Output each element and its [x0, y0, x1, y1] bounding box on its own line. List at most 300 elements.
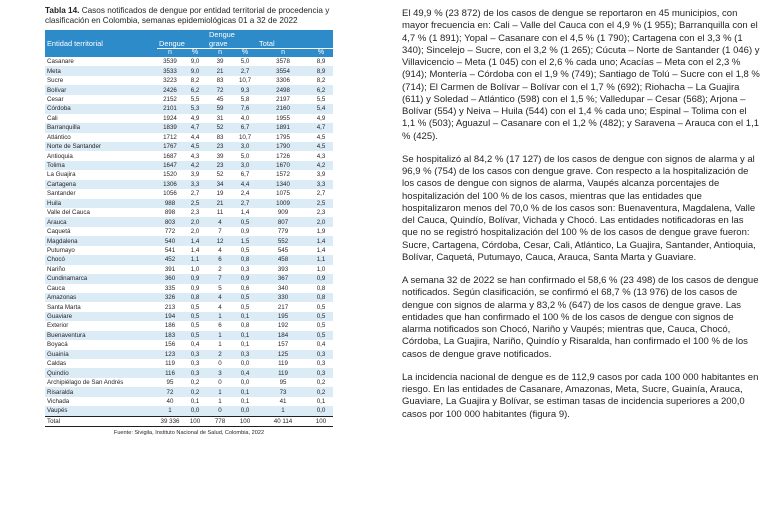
- total-n-cell: 119: [278, 360, 288, 368]
- grave-n-cell: 5: [218, 284, 222, 292]
- total-n-cell: 393: [277, 265, 289, 273]
- entity-name-cell: Vichada: [47, 397, 70, 405]
- dengue-pct-cell: 0,5: [183, 331, 207, 340]
- table-row: [45, 293, 333, 302]
- grave-n-cell: 4: [218, 246, 222, 254]
- grave-n-cell: 1: [207, 331, 233, 340]
- grave-n-cell: 0: [207, 406, 233, 416]
- dengue-pct-cell: 0,9: [183, 274, 207, 283]
- table-row: [45, 274, 333, 283]
- dengue-n-cell: 156: [164, 341, 176, 349]
- entity-name-cell: La Guajira: [47, 171, 76, 179]
- table-row: [45, 104, 333, 113]
- grave-n-cell: 4: [207, 217, 233, 226]
- dengue-n-cell: 1: [157, 406, 183, 416]
- total-pct-cell: 0,1: [316, 397, 326, 405]
- grave-n-cell: 0: [218, 360, 222, 368]
- total-n-cell: 545: [277, 246, 289, 254]
- total-pct-cell: 1,0: [316, 265, 326, 273]
- total-pct-cell: 0,4: [316, 341, 326, 349]
- grave-pct-cell: 6,7: [240, 171, 250, 179]
- grave-pct-cell: 2,4: [240, 190, 250, 198]
- grave-n-cell: 2: [218, 265, 222, 273]
- table-row: [45, 85, 333, 94]
- table-row: [45, 208, 333, 217]
- dengue-n-cell: 186: [164, 322, 176, 330]
- entity-name-cell: Guainía: [45, 350, 157, 359]
- dengue-pct-cell: 0,1: [190, 397, 200, 405]
- dengue-pct-cell: 4,7: [183, 123, 207, 132]
- dengue-pct-cell: 1,1: [183, 255, 207, 264]
- total-n-cell: 1670: [257, 161, 309, 170]
- dengue-pct-cell: 0,3: [190, 360, 200, 368]
- entity-name-cell: Caldas: [47, 360, 67, 368]
- total-pct-cell: 0,3: [309, 350, 333, 359]
- total-n-cell: 217: [277, 303, 289, 311]
- dengue-pct-cell: 0,4: [190, 341, 200, 349]
- total-pct-cell: 4,9: [316, 114, 326, 122]
- total-pct-cell: 2,0: [309, 217, 333, 226]
- dengue-n-cell: 123: [157, 350, 183, 359]
- grave-pct-cell: 0,3: [240, 265, 250, 273]
- total-pct-cell: 8,2: [316, 77, 326, 85]
- entity-name-cell: Amazonas: [45, 293, 157, 302]
- dengue-n-cell: 540: [157, 236, 183, 245]
- grave-n-cell: 21: [207, 199, 233, 208]
- dengue-pct-cell: 5,3: [183, 104, 207, 113]
- grave-n-cell: 23: [207, 142, 233, 151]
- table-row: [45, 170, 333, 179]
- entity-name-cell: Antioquia: [47, 152, 73, 160]
- grave-pct-cell: 100: [233, 416, 257, 426]
- dengue-n-cell: 1767: [157, 142, 183, 151]
- table-row: [45, 123, 333, 132]
- grave-n-cell: 0: [218, 379, 222, 387]
- grave-pct-cell: 5,0: [240, 58, 250, 66]
- table-row: [45, 312, 333, 321]
- grave-n-cell: 4: [218, 303, 222, 311]
- total-pct-cell: 0,2: [316, 379, 326, 387]
- total-n-cell: 1726: [276, 152, 290, 160]
- entity-name-cell: Tolima: [45, 161, 157, 170]
- grave-n-cell: 52: [216, 171, 224, 179]
- dengue-n-cell: 1520: [163, 171, 177, 179]
- total-pct-cell: 2,3: [316, 209, 326, 217]
- total-pct-cell: 100: [309, 416, 333, 426]
- grave-pct-cell: 1,4: [240, 209, 250, 217]
- total-n-cell: 779: [277, 228, 289, 236]
- entity-name-cell: Córdoba: [45, 104, 157, 113]
- total-n-cell: 909: [277, 209, 289, 217]
- dengue-n-cell: 1687: [163, 152, 177, 160]
- table-row: [45, 368, 333, 377]
- total-pct-cell: 4,5: [316, 133, 326, 141]
- table-row: [45, 406, 333, 416]
- entity-name-cell: Exterior: [47, 322, 69, 330]
- entity-name-cell: Nariño: [47, 265, 66, 273]
- grave-n-cell: 1: [218, 341, 222, 349]
- dengue-n-cell: 391: [164, 265, 176, 273]
- dengue-pct-cell: 0,0: [183, 406, 207, 416]
- table-row: [45, 236, 333, 245]
- grave-pct-cell: 5,8: [240, 95, 250, 103]
- dengue-pct-cell: 2,3: [190, 209, 200, 217]
- total-n-cell: 73: [257, 387, 309, 396]
- dengue-n-cell: 119: [165, 360, 175, 368]
- dengue-pct-cell: 1,4: [190, 246, 200, 254]
- dengue-pct-cell: 0,3: [183, 368, 207, 377]
- entity-name-cell: Archipiélago de San Andrés: [47, 379, 124, 387]
- total-pct-cell: 1,1: [309, 255, 333, 264]
- entity-name-cell: Santa Marta: [47, 303, 81, 311]
- table-row: [45, 180, 333, 189]
- entity-name-cell: Norte de Santander: [45, 142, 157, 151]
- dengue-n-cell: 40: [166, 397, 174, 405]
- table-row: [45, 284, 333, 293]
- grave-pct-cell: 0,0: [240, 360, 250, 368]
- entity-name-cell: Santander: [47, 190, 76, 198]
- entity-name-cell: Risaralda: [45, 387, 157, 396]
- dengue-pct-cell: 1,4: [183, 236, 207, 245]
- dengue-n-cell: 2426: [157, 85, 183, 94]
- dengue-pct-cell: 0,5: [190, 303, 200, 311]
- dengue-n-cell: 3223: [163, 77, 177, 85]
- dengue-pct-cell: 0,5: [183, 312, 207, 321]
- total-pct-cell: 5,5: [316, 95, 326, 103]
- total-pct-cell: 1,4: [309, 236, 333, 245]
- total-pct-cell: 0,8: [309, 293, 333, 302]
- dengue-pct-cell: 3,3: [183, 180, 207, 189]
- dengue-n-cell: 183: [157, 331, 183, 340]
- dengue-pct-cell: 2,5: [183, 199, 207, 208]
- grave-pct-cell: 2,7: [233, 66, 257, 75]
- grave-n-cell: 4: [207, 293, 233, 302]
- total-pct-cell: 8,9: [316, 58, 326, 66]
- grave-n-cell: 52: [207, 123, 233, 132]
- total-n-cell: 95: [279, 379, 287, 387]
- total-pct-cell: 0,8: [316, 284, 326, 292]
- total-n-cell: 2498: [257, 85, 309, 94]
- total-pct-cell: 3,9: [316, 171, 326, 179]
- total-pct-cell: 4,5: [309, 142, 333, 151]
- dengue-n-cell: 1306: [157, 180, 183, 189]
- grave-pct-cell: 0,1: [233, 312, 257, 321]
- total-n-cell: 2160: [257, 104, 309, 113]
- grave-pct-cell: 1,5: [233, 236, 257, 245]
- total-pct-cell: 2,5: [309, 199, 333, 208]
- grave-n-cell: 1: [218, 397, 222, 405]
- total-n-cell: 40 114: [257, 416, 309, 426]
- dengue-n-cell: 1056: [163, 190, 177, 198]
- dengue-n-cell: 72: [157, 387, 183, 396]
- grave-n-cell: 6: [207, 255, 233, 264]
- dengue-pct-cell: 8,2: [190, 77, 200, 85]
- dengue-n-cell: 360: [157, 274, 183, 283]
- grave-n-cell: 2: [207, 350, 233, 359]
- entity-name-cell: Bolívar: [45, 85, 157, 94]
- entity-name-cell: Cauca: [47, 284, 65, 292]
- grave-pct-cell: 0,4: [233, 368, 257, 377]
- caption-text: Casos notificados de dengue por entidad territorial de procedencia y clasificación en Colombia, semanas epidemiológicas 01 a 32 de 2022: [45, 6, 330, 25]
- body-text: [402, 8, 760, 432]
- total-n-cell: 552: [257, 236, 309, 245]
- total-pct-cell: 0,3: [316, 360, 326, 368]
- grave-n-cell: 7: [218, 228, 222, 236]
- table-row: [45, 255, 333, 264]
- grave-pct-cell: 3,0: [233, 142, 257, 151]
- table-row: [45, 189, 333, 198]
- entity-name-cell: Total: [45, 416, 157, 426]
- entity-name-cell: Boyacá: [47, 341, 68, 349]
- grave-pct-cell: 0,5: [240, 246, 250, 254]
- dengue-pct-cell: 2,0: [183, 217, 207, 226]
- table-section: [45, 6, 333, 436]
- total-pct-cell: 0,5: [309, 331, 333, 340]
- grave-pct-cell: 7,6: [233, 104, 257, 113]
- grave-n-cell: 1: [207, 312, 233, 321]
- dengue-pct-cell: 0,5: [190, 322, 200, 330]
- total-n-cell: 1: [257, 406, 309, 416]
- grave-n-cell: 72: [207, 85, 233, 94]
- grave-pct-cell: 0,8: [233, 255, 257, 264]
- entity-name-cell: Buenaventura: [45, 331, 157, 340]
- total-pct-cell: 0,3: [309, 368, 333, 377]
- total-pct-cell: 0,5: [309, 312, 333, 321]
- table-row: [45, 95, 333, 104]
- entity-name-cell: Casanare: [47, 58, 74, 66]
- grave-pct-cell: 0,1: [233, 331, 257, 340]
- total-n-cell: 192: [277, 322, 289, 330]
- subheader-pct: %: [233, 49, 257, 58]
- grave-pct-cell: 0,1: [240, 397, 250, 405]
- total-pct-cell: 2,7: [316, 190, 326, 198]
- total-pct-cell: 0,9: [309, 274, 333, 283]
- dengue-pct-cell: 4,5: [183, 142, 207, 151]
- table-caption: [45, 6, 333, 26]
- total-pct-cell: 0,2: [309, 387, 333, 396]
- total-pct-cell: 0,0: [309, 406, 333, 416]
- entity-name-cell: Sucre: [47, 77, 64, 85]
- dengue-cases-table: [45, 30, 333, 427]
- total-pct-cell: 1,4: [316, 246, 326, 254]
- grave-n-cell: 3: [207, 368, 233, 377]
- dengue-pct-cell: 4,2: [183, 161, 207, 170]
- dengue-n-cell: 1839: [157, 123, 183, 132]
- grave-pct-cell: 0,6: [240, 284, 250, 292]
- entity-name-cell: Cartagena: [45, 180, 157, 189]
- dengue-n-cell: 772: [164, 228, 176, 236]
- paragraph-municipalities: El 49,9 % (23 872) de los casos de dengue se reportaron en 45 municipios, con mayor frecuencia en: Cali – Valle del Cauca con el 4,9 % (1 955); Barranquilla con el 4,7 % (1 891); Yopal – Casanare con el 4,5 % (1 790); Cartagena con el 3,3 % (1 340); Sincelejo – Sucre, con el 3,2 % (1 265); Cúcuta – Norte de Santander (1 046) y Villavicencio – Meta (1 045) con el 2,6 % cada uno; Acacías – Meta con el 2,3 % (914); Montería – Córdoba con el 1,9 % (749); Santiago de Tolú – Sucre con el 1,8 % (714); El Carmen de Bolívar – Bolívar con el 1,7 % (692); Riohacha – La Guajira (611) y Soledad – Atlántico (598) con el 1,5 %; Valledupar – Cesar (568); Arjona – Bolívar (554) y Neiva – Huila (544) con el 1,4 % cada uno; Espinal – Tolima con el 1,1 % (503); Aguazul – Casanare con el 1,2 % (482); y Saravena – Arauca con el 1,1 % (425).: [402, 8, 760, 142]
- dengue-n-cell: 803: [157, 217, 183, 226]
- total-n-cell: 3306: [276, 77, 290, 85]
- total-n-cell: 3554: [257, 66, 309, 75]
- grave-pct-cell: 10,7: [238, 77, 252, 85]
- table-row: [45, 246, 333, 255]
- dengue-pct-cell: 1,0: [190, 265, 200, 273]
- table-row: [45, 359, 333, 368]
- total-n-cell: 41: [279, 397, 287, 405]
- dengue-pct-cell: 2,7: [190, 190, 200, 198]
- total-n-cell: 195: [257, 312, 309, 321]
- caption-label: Tabla 14.: [45, 6, 80, 15]
- total-pct-cell: 0,5: [316, 303, 326, 311]
- table-row: [45, 378, 333, 387]
- dengue-pct-cell: 4,3: [190, 152, 200, 160]
- header-entity: Entidad territorial: [45, 30, 157, 57]
- grave-n-cell: 778: [207, 416, 233, 426]
- table-row: [45, 321, 333, 330]
- table-row: [45, 114, 333, 123]
- grave-pct-cell: 0,0: [233, 406, 257, 416]
- table-row: [45, 350, 333, 359]
- table-row: [45, 340, 333, 349]
- total-n-cell: 2197: [276, 95, 290, 103]
- table-row: [45, 387, 333, 396]
- total-n-cell: 157: [277, 341, 289, 349]
- grave-pct-cell: 0,5: [233, 217, 257, 226]
- grave-n-cell: 19: [216, 190, 224, 198]
- grave-n-cell: 21: [207, 66, 233, 75]
- table-row: [45, 227, 333, 236]
- grave-n-cell: 7: [207, 274, 233, 283]
- dengue-n-cell: 988: [157, 199, 183, 208]
- table-row: [45, 331, 333, 340]
- grave-n-cell: 83: [216, 77, 224, 85]
- dengue-pct-cell: 0,2: [190, 379, 200, 387]
- entity-name-cell: Atlántico: [47, 133, 71, 141]
- dengue-n-cell: 326: [157, 293, 183, 302]
- grave-n-cell: 11: [216, 209, 224, 217]
- dengue-n-cell: 898: [164, 209, 176, 217]
- dengue-n-cell: 2152: [163, 95, 177, 103]
- dengue-pct-cell: 0,3: [183, 350, 207, 359]
- entity-name-cell: Barranquilla: [45, 123, 157, 132]
- grave-n-cell: 1: [207, 387, 233, 396]
- table-row: [45, 76, 333, 85]
- entity-name-cell: Magdalena: [45, 236, 157, 245]
- dengue-pct-cell: 5,5: [190, 95, 200, 103]
- total-n-cell: 184: [257, 331, 309, 340]
- total-n-cell: 1790: [257, 142, 309, 151]
- dengue-pct-cell: 0,2: [183, 387, 207, 396]
- entity-name-cell: Valle del Cauca: [47, 209, 90, 217]
- dengue-pct-cell: 2,0: [190, 228, 200, 236]
- total-pct-cell: 3,3: [309, 180, 333, 189]
- dengue-pct-cell: 4,9: [190, 114, 200, 122]
- entity-name-cell: Huila: [45, 199, 157, 208]
- grave-pct-cell: 4,4: [233, 180, 257, 189]
- total-pct-cell: 1,9: [316, 228, 326, 236]
- dengue-n-cell: 335: [164, 284, 176, 292]
- grave-pct-cell: 0,5: [240, 303, 250, 311]
- entity-name-cell: Guaviare: [45, 312, 157, 321]
- dengue-pct-cell: 0,8: [183, 293, 207, 302]
- grave-n-cell: 45: [216, 95, 224, 103]
- entity-name-cell: Cesar: [47, 95, 64, 103]
- entity-name-cell: Meta: [45, 66, 157, 75]
- total-pct-cell: 0,5: [316, 322, 326, 330]
- grave-pct-cell: 0,0: [240, 379, 250, 387]
- entity-name-cell: Cali: [47, 114, 58, 122]
- total-pct-cell: 6,2: [309, 85, 333, 94]
- entity-name-cell: Cundinamarca: [45, 274, 157, 283]
- dengue-n-cell: 1924: [163, 114, 177, 122]
- dengue-n-cell: 213: [164, 303, 176, 311]
- grave-pct-cell: 2,7: [233, 199, 257, 208]
- grave-n-cell: 23: [207, 161, 233, 170]
- total-n-cell: 1075: [276, 190, 290, 198]
- total-n-cell: 807: [257, 217, 309, 226]
- dengue-n-cell: 541: [164, 246, 176, 254]
- total-n-cell: 3578: [276, 58, 290, 66]
- dengue-pct-cell: 4,4: [190, 133, 200, 141]
- header-dengue-grave: Dengue grave: [207, 30, 257, 49]
- dengue-n-cell: 1647: [157, 161, 183, 170]
- total-n-cell: 119: [257, 368, 309, 377]
- entity-name-cell: Vaupés: [45, 406, 157, 416]
- paragraph-incidence: La incidencia nacional de dengue es de 112,9 casos por cada 100 000 habitantes en riesgo. En las entidades de Casanare, Amazonas, Meta, Sucre, Guainía, Arauca, Guaviare, La Guajira y Bolívar, se estiman tasas de incidencia superiores a 200,0 casos por 100 000 habitantes (figura 9).: [402, 371, 759, 420]
- grave-n-cell: 39: [216, 58, 224, 66]
- total-n-cell: 367: [257, 274, 309, 283]
- subheader-n: n: [257, 49, 309, 58]
- total-n-cell: 458: [257, 255, 309, 264]
- total-pct-cell: 5,4: [309, 104, 333, 113]
- grave-pct-cell: 4,0: [240, 114, 250, 122]
- header-dengue: Dengue: [157, 30, 207, 49]
- entity-name-cell: Putumayo: [47, 246, 75, 254]
- subheader-pct: %: [183, 49, 207, 58]
- entity-name-cell: Quindío: [45, 368, 157, 377]
- dengue-n-cell: 39 336: [157, 416, 183, 426]
- total-pct-cell: 4,3: [316, 152, 326, 160]
- entity-name-cell: Chocó: [45, 255, 157, 264]
- grave-pct-cell: 0,9: [233, 274, 257, 283]
- dengue-pct-cell: 0,9: [190, 284, 200, 292]
- dengue-n-cell: 3533: [157, 66, 183, 75]
- dengue-n-cell: 1712: [163, 133, 177, 141]
- total-n-cell: 1572: [276, 171, 290, 179]
- header-total: Total: [257, 30, 333, 49]
- table-row: [45, 217, 333, 226]
- total-n-cell: 340: [277, 284, 289, 292]
- table-total-row: [45, 416, 333, 426]
- grave-pct-cell: 5,0: [240, 152, 250, 160]
- grave-n-cell: 34: [207, 180, 233, 189]
- subheader-n: n: [207, 49, 233, 58]
- grave-pct-cell: 10,7: [238, 133, 252, 141]
- grave-n-cell: 39: [216, 152, 224, 160]
- dengue-pct-cell: 6,2: [183, 85, 207, 94]
- grave-pct-cell: 0,1: [240, 341, 250, 349]
- dengue-n-cell: 95: [166, 379, 174, 387]
- table-row: [45, 133, 333, 142]
- table-row: [45, 57, 333, 66]
- grave-pct-cell: 0,3: [233, 350, 257, 359]
- dengue-pct-cell: 9,0: [190, 58, 200, 66]
- grave-pct-cell: 0,8: [240, 322, 250, 330]
- total-n-cell: 1795: [276, 133, 290, 141]
- grave-pct-cell: 0,1: [233, 387, 257, 396]
- total-n-cell: 125: [257, 350, 309, 359]
- entity-name-cell: Caquetá: [47, 228, 71, 236]
- dengue-n-cell: 2101: [157, 104, 183, 113]
- entity-name-cell: Arauca: [45, 217, 157, 226]
- table-row: [45, 161, 333, 170]
- grave-pct-cell: 9,3: [233, 85, 257, 94]
- total-n-cell: 1891: [257, 123, 309, 132]
- table-row: [45, 302, 333, 311]
- grave-pct-cell: 3,0: [233, 161, 257, 170]
